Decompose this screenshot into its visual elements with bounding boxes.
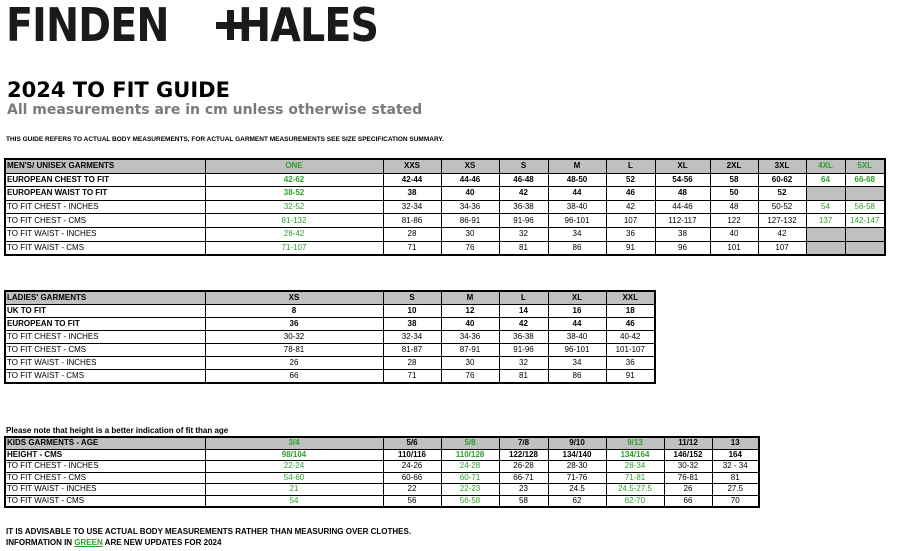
table-cell: 36 bbox=[205, 318, 383, 331]
table-cell bbox=[845, 227, 885, 241]
table-cell bbox=[806, 187, 845, 201]
table-row bbox=[5, 173, 885, 187]
table-cell: 76 bbox=[441, 241, 499, 255]
table-cell: 86 bbox=[548, 241, 606, 255]
table-cell: 32 - 34 bbox=[712, 461, 759, 473]
table-cell: 5/8 bbox=[441, 437, 499, 449]
table-cell: 34 bbox=[548, 357, 606, 370]
table-cell: 107 bbox=[758, 241, 806, 255]
table-cell: 42 bbox=[499, 318, 548, 331]
table-cell: 42-44 bbox=[383, 173, 441, 187]
table-cell: 81 bbox=[499, 370, 548, 384]
table-cell: 54 bbox=[205, 495, 383, 507]
table-row bbox=[5, 331, 655, 344]
table-cell: 10 bbox=[383, 305, 441, 318]
table-cell: 30-32 bbox=[205, 331, 383, 344]
table-cell: 56-58 bbox=[845, 200, 885, 214]
table-cell: 87-91 bbox=[441, 344, 499, 357]
table-cell: XS bbox=[205, 291, 383, 305]
table-cell: 44-46 bbox=[441, 173, 499, 187]
table-cell: 81 bbox=[499, 241, 548, 255]
footer-advice: IT IS ADVISABLE TO USE ACTUAL BODY MEASUREMENTS RATHER THAN MEASURING OVER CLOTHES. bbox=[6, 527, 412, 536]
table-cell: 101-107 bbox=[606, 344, 655, 357]
table-cell: 70 bbox=[712, 495, 759, 507]
table-cell: 42 bbox=[606, 200, 655, 214]
table-cell: 22-23 bbox=[441, 484, 499, 496]
ladies-size-table bbox=[4, 290, 656, 384]
kids-header-row bbox=[5, 437, 759, 449]
table-cell: 137 bbox=[806, 214, 845, 228]
table-cell: 36 bbox=[606, 227, 655, 241]
table-cell: 40-42 bbox=[606, 331, 655, 344]
table-cell: 5/6 bbox=[383, 437, 441, 449]
row-label: TO FIT WAIST - CMS bbox=[5, 241, 205, 255]
table-row bbox=[5, 187, 885, 201]
page-title: 2024 TO FIT GUIDE bbox=[7, 78, 230, 102]
page-subtitle: All measurements are in cm unless otherwise stated bbox=[7, 102, 423, 118]
kids-size-table bbox=[4, 436, 760, 508]
row-label: UK TO FIT bbox=[5, 305, 205, 318]
table-cell: 38 bbox=[383, 187, 441, 201]
table-cell: 142-147 bbox=[845, 214, 885, 228]
table-cell: 38 bbox=[655, 227, 710, 241]
table-cell bbox=[806, 241, 845, 255]
table-cell: 14 bbox=[499, 305, 548, 318]
table-cell: 66-71 bbox=[499, 472, 548, 484]
table-cell: 78-81 bbox=[205, 344, 383, 357]
table-row bbox=[5, 370, 655, 384]
table-cell: 28-34 bbox=[606, 461, 664, 473]
table-cell: 54 bbox=[806, 200, 845, 214]
table-cell: 44-46 bbox=[655, 200, 710, 214]
table-cell: XL bbox=[548, 291, 606, 305]
row-label: MEN'S/ UNISEX GARMENTS bbox=[5, 159, 205, 173]
table-cell: M bbox=[441, 291, 499, 305]
table-cell: XS bbox=[441, 159, 499, 173]
table-cell: 76-81 bbox=[664, 472, 712, 484]
table-cell: 24-26 bbox=[383, 461, 441, 473]
row-label: TO FIT CHEST - CMS bbox=[5, 214, 205, 228]
table-cell: 32 bbox=[499, 357, 548, 370]
ladies-header-row bbox=[5, 291, 655, 305]
table-cell: 60-62 bbox=[758, 173, 806, 187]
table-cell: 66 bbox=[664, 495, 712, 507]
table-cell: 32 bbox=[499, 227, 548, 241]
table-cell: 64 bbox=[806, 173, 845, 187]
table-cell: 66-68 bbox=[845, 173, 885, 187]
table-cell: 86 bbox=[548, 370, 606, 384]
kids-height-note: Please note that height is a better indication of fit than age bbox=[6, 426, 229, 435]
table-cell: 42 bbox=[499, 187, 548, 201]
table-cell: 40 bbox=[441, 318, 499, 331]
footer-legend bbox=[6, 538, 221, 547]
table-cell: 50 bbox=[710, 187, 758, 201]
footer-legend-post: ARE NEW UPDATES FOR 2024 bbox=[102, 538, 222, 547]
table-cell: 122 bbox=[710, 214, 758, 228]
table-cell: 22-24 bbox=[205, 461, 383, 473]
table-cell: 76 bbox=[441, 370, 499, 384]
table-cell: 36-38 bbox=[499, 200, 548, 214]
table-cell: 36-38 bbox=[499, 331, 548, 344]
table-cell: 62 bbox=[548, 495, 606, 507]
table-cell: S bbox=[383, 291, 441, 305]
table-row bbox=[5, 472, 759, 484]
table-cell: 62-70 bbox=[606, 495, 664, 507]
table-cell: 34-36 bbox=[441, 331, 499, 344]
table-cell: 91 bbox=[606, 370, 655, 384]
table-cell: 112-117 bbox=[655, 214, 710, 228]
table-cell: 96 bbox=[655, 241, 710, 255]
table-cell: 26 bbox=[664, 484, 712, 496]
table-cell: 71-76 bbox=[548, 472, 606, 484]
table-cell: 60-66 bbox=[383, 472, 441, 484]
table-cell: 86-91 bbox=[441, 214, 499, 228]
table-cell: 7/8 bbox=[499, 437, 548, 449]
table-cell: 42 bbox=[758, 227, 806, 241]
row-label: HEIGHT - CMS bbox=[5, 449, 205, 461]
row-label: TO FIT CHEST - INCHES bbox=[5, 200, 205, 214]
table-cell: 146/152 bbox=[664, 449, 712, 461]
table-cell: M bbox=[548, 159, 606, 173]
table-cell: 46 bbox=[606, 187, 655, 201]
table-row bbox=[5, 449, 759, 461]
table-cell: 52 bbox=[606, 173, 655, 187]
table-cell: L bbox=[499, 291, 548, 305]
row-label: TO FIT CHEST - CMS bbox=[5, 344, 205, 357]
table-cell: 71-81 bbox=[606, 472, 664, 484]
table-cell: 56 bbox=[383, 495, 441, 507]
table-cell: 18 bbox=[606, 305, 655, 318]
table-row bbox=[5, 461, 759, 473]
table-cell: 44 bbox=[548, 318, 606, 331]
table-cell: 48 bbox=[710, 200, 758, 214]
table-row bbox=[5, 200, 885, 214]
row-label: TO FIT WAIST - INCHES bbox=[5, 357, 205, 370]
row-label: TO FIT WAIST - INCHES bbox=[5, 227, 205, 241]
table-cell: 98/104 bbox=[205, 449, 383, 461]
table-cell: 96-101 bbox=[548, 344, 606, 357]
table-cell: 30-32 bbox=[664, 461, 712, 473]
table-cell: 30 bbox=[441, 227, 499, 241]
table-cell: 164 bbox=[712, 449, 759, 461]
mens-size-table bbox=[4, 158, 886, 256]
row-label: TO FIT CHEST - INCHES bbox=[5, 331, 205, 344]
table-row bbox=[5, 495, 759, 507]
table-cell: 12 bbox=[441, 305, 499, 318]
table-cell: 58 bbox=[710, 173, 758, 187]
table-cell: XXS bbox=[383, 159, 441, 173]
table-cell: 122/128 bbox=[499, 449, 548, 461]
table-cell: 81-87 bbox=[383, 344, 441, 357]
table-cell: 66 bbox=[205, 370, 383, 384]
table-cell: ONE bbox=[205, 159, 383, 173]
table-cell: 42-62 bbox=[205, 173, 383, 187]
table-cell: 81-86 bbox=[383, 214, 441, 228]
table-cell: XXL bbox=[606, 291, 655, 305]
table-cell: 11/12 bbox=[664, 437, 712, 449]
table-cell: 32-34 bbox=[383, 331, 441, 344]
table-cell bbox=[806, 227, 845, 241]
table-cell: 26-28 bbox=[499, 461, 548, 473]
table-cell: 46 bbox=[606, 318, 655, 331]
table-cell: 21 bbox=[205, 484, 383, 496]
table-cell: 91-96 bbox=[499, 344, 548, 357]
row-label: KIDS GARMENTS - AGE bbox=[5, 437, 205, 449]
table-cell: 127-132 bbox=[758, 214, 806, 228]
table-cell: 9/10 bbox=[548, 437, 606, 449]
table-cell: 30 bbox=[441, 357, 499, 370]
table-cell: 40 bbox=[441, 187, 499, 201]
table-cell: 44 bbox=[548, 187, 606, 201]
table-cell: 24.5 bbox=[548, 484, 606, 496]
table-row bbox=[5, 227, 885, 241]
table-cell: 40 bbox=[710, 227, 758, 241]
table-row bbox=[5, 318, 655, 331]
table-cell: 26 bbox=[205, 357, 383, 370]
table-cell: 48-50 bbox=[548, 173, 606, 187]
table-cell: 24.5-27.5 bbox=[606, 484, 664, 496]
table-cell: 71 bbox=[383, 241, 441, 255]
table-cell: 46-48 bbox=[499, 173, 548, 187]
table-cell: 3XL bbox=[758, 159, 806, 173]
table-cell: 101 bbox=[710, 241, 758, 255]
table-cell bbox=[845, 241, 885, 255]
table-cell: 54-60 bbox=[205, 472, 383, 484]
table-cell: 91 bbox=[606, 241, 655, 255]
table-cell: 48 bbox=[655, 187, 710, 201]
table-cell: 60-71 bbox=[441, 472, 499, 484]
row-label: TO FIT WAIST - CMS bbox=[5, 495, 205, 507]
table-row bbox=[5, 214, 885, 228]
table-row bbox=[5, 357, 655, 370]
footer-legend-green: GREEN bbox=[74, 538, 103, 547]
brand-word-hales: HALES bbox=[238, 0, 379, 52]
table-cell: 38 bbox=[383, 318, 441, 331]
table-cell: 110/116 bbox=[383, 449, 441, 461]
row-label: EUROPEAN CHEST TO FIT bbox=[5, 173, 205, 187]
table-cell: 54-56 bbox=[655, 173, 710, 187]
table-cell: 28 bbox=[383, 357, 441, 370]
row-label: LADIES' GARMENTS bbox=[5, 291, 205, 305]
guide-note: THIS GUIDE REFERS TO ACTUAL BODY MEASUREMENTS, FOR ACTUAL GARMENT MEASUREMENTS SEE SIZE SPECIFICATION SUMMARY. bbox=[6, 136, 444, 143]
table-row bbox=[5, 344, 655, 357]
table-cell: 8 bbox=[205, 305, 383, 318]
table-cell: 5XL bbox=[845, 159, 885, 173]
table-cell: 32-34 bbox=[383, 200, 441, 214]
table-cell: 134/140 bbox=[548, 449, 606, 461]
brand-word-finden: FINDEN bbox=[6, 0, 169, 52]
table-row bbox=[5, 484, 759, 496]
table-cell: XL bbox=[655, 159, 710, 173]
table-cell: 36 bbox=[606, 357, 655, 370]
table-cell: 4XL bbox=[806, 159, 845, 173]
table-row bbox=[5, 305, 655, 318]
table-cell: 81 bbox=[712, 472, 759, 484]
table-cell: 22 bbox=[383, 484, 441, 496]
row-label: TO FIT CHEST - CMS bbox=[5, 472, 205, 484]
table-cell: 96-101 bbox=[548, 214, 606, 228]
table-cell: 50-52 bbox=[758, 200, 806, 214]
men-header-row bbox=[5, 159, 885, 173]
table-cell: 58 bbox=[499, 495, 548, 507]
table-cell: 16 bbox=[548, 305, 606, 318]
table-cell: 38-52 bbox=[205, 187, 383, 201]
table-cell: 52 bbox=[758, 187, 806, 201]
table-cell: 2XL bbox=[710, 159, 758, 173]
table-cell: 110/128 bbox=[441, 449, 499, 461]
table-cell: 38-40 bbox=[548, 200, 606, 214]
row-label: EUROPEAN WAIST TO FIT bbox=[5, 187, 205, 201]
row-label: TO FIT WAIST - INCHES bbox=[5, 484, 205, 496]
table-cell: 34 bbox=[548, 227, 606, 241]
table-cell: 28-42 bbox=[205, 227, 383, 241]
table-row bbox=[5, 241, 885, 255]
table-cell: 56-58 bbox=[441, 495, 499, 507]
row-label: TO FIT CHEST - INCHES bbox=[5, 461, 205, 473]
brand-logo bbox=[6, 0, 379, 52]
table-cell: 24-28 bbox=[441, 461, 499, 473]
table-cell: 13 bbox=[712, 437, 759, 449]
table-cell: 27.5 bbox=[712, 484, 759, 496]
table-cell bbox=[845, 187, 885, 201]
table-cell: 71 bbox=[383, 370, 441, 384]
row-label: TO FIT WAIST - CMS bbox=[5, 370, 205, 384]
table-cell: L bbox=[606, 159, 655, 173]
table-cell: 9/13 bbox=[606, 437, 664, 449]
table-cell: 3/4 bbox=[205, 437, 383, 449]
table-cell: 134/164 bbox=[606, 449, 664, 461]
table-cell: 81-132 bbox=[205, 214, 383, 228]
table-cell: 107 bbox=[606, 214, 655, 228]
table-cell: 34-36 bbox=[441, 200, 499, 214]
table-cell: 91-96 bbox=[499, 214, 548, 228]
table-cell: 32-52 bbox=[205, 200, 383, 214]
row-label: EUROPEAN TO FIT bbox=[5, 318, 205, 331]
table-cell: 38-40 bbox=[548, 331, 606, 344]
table-cell: 28-30 bbox=[548, 461, 606, 473]
table-cell: 28 bbox=[383, 227, 441, 241]
table-cell: 71-107 bbox=[205, 241, 383, 255]
footer-legend-pre: INFORMATION IN bbox=[6, 538, 75, 547]
table-cell: 23 bbox=[499, 484, 548, 496]
table-cell: S bbox=[499, 159, 548, 173]
